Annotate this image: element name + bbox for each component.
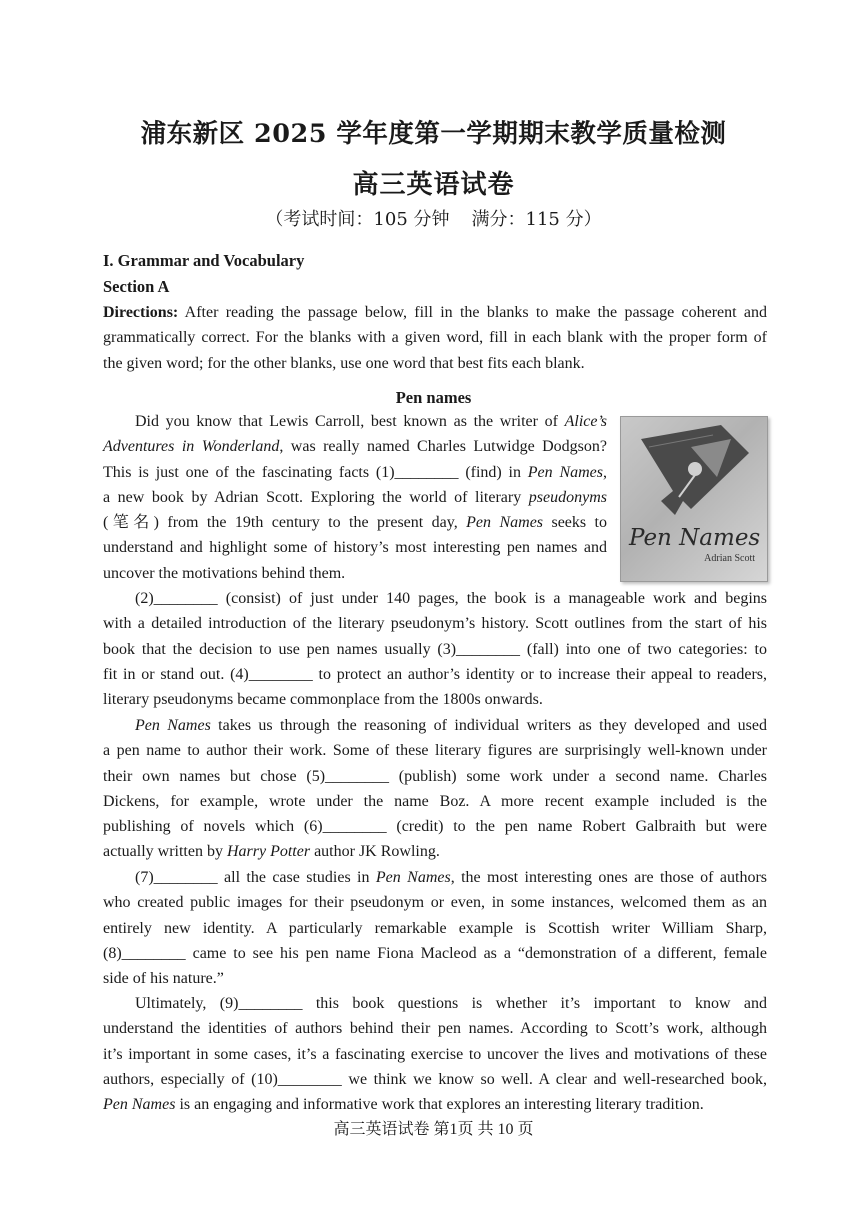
directions-line: grammatically correct. For the blanks with a given word, fill in each blank with the proper form of bbox=[103, 329, 767, 347]
book-cover-image bbox=[620, 416, 768, 582]
passage-line: it’s important in some cases, it’s a fascinating exercise to uncover the lives and motivations of these bbox=[103, 1045, 767, 1063]
passage-line: a new book by Adrian Scott. Exploring the world of literary pseudonyms bbox=[103, 488, 607, 506]
directions-line: After reading the passage below, fill in the blanks to make the passage coherent and bbox=[178, 304, 767, 321]
passage-line: a pen name to author their work. Some of these literary figures are surprisingly well-known under bbox=[103, 742, 767, 760]
directions bbox=[103, 300, 767, 376]
passage-paragraph bbox=[103, 586, 767, 712]
passage-line: Dickens, for example, wrote under the name Boz. A more recent example included is the bbox=[103, 792, 767, 810]
passage-line: (2)________ (consist) of just under 140 pages, the book is a manageable work and begins bbox=[135, 590, 767, 607]
cover-title: Pen Names bbox=[629, 525, 761, 551]
passage-line: fit in or stand out. (4)________ to protect an author’s identity or to increase their appeal to readers, bbox=[103, 665, 767, 683]
passage-line: Adventures in Wonderland, was really named Charles Lutwidge Dodgson? bbox=[103, 438, 607, 456]
passage-line: This is just one of the fascinating facts (1)________ (find) in Pen Names, bbox=[103, 463, 607, 481]
exam-subtitle: 高三英语试卷 bbox=[352, 170, 515, 200]
passage-line: (8)________ came to see his pen name Fiona Macleod as a “demonstration of a different, female bbox=[103, 944, 767, 962]
passage-line: authors, especially of (10)________ we think we know so well. A clear and well-researched book, bbox=[103, 1070, 767, 1088]
exam-time: （考试时间：105 分钟 bbox=[265, 209, 450, 230]
passage-line: publishing of novels which (6)________ (credit) to the pen name Robert Galbraith but were bbox=[103, 818, 767, 836]
passage-line: understand and highlight some of history’s most interesting pen names and bbox=[103, 539, 607, 557]
passage-line: Did you know that Lewis Carroll, best known as the writer of Alice’s bbox=[135, 413, 607, 430]
section-heading: Section A bbox=[103, 277, 170, 296]
part-heading: I. Grammar and Vocabulary bbox=[103, 251, 305, 270]
passage-line: uncover the motivations behind them. bbox=[103, 564, 346, 582]
passage-paragraph bbox=[103, 409, 607, 586]
full-score: 满分：115 分） bbox=[471, 209, 602, 230]
passage-line: Ultimately, (9)________ this book questions is whether it’s important to know and bbox=[135, 995, 767, 1012]
passage-line: with a detailed introduction of the literary pseudonym’s history. Scott outlines from the start of his bbox=[103, 615, 767, 633]
page-footer: 高三英语试卷 第1页 共 10 页 bbox=[333, 1121, 534, 1138]
passage-line: (笔名) from the 19th century to the present day, Pen Names seeks to bbox=[103, 514, 607, 532]
exam-title: 浦东新区 2025 学年度第一学期期末教学质量检测 bbox=[140, 119, 727, 149]
passage-paragraph bbox=[103, 865, 767, 991]
passage-line: entirely new identity. A particularly remarkable example is Scottish writer William Sharp, bbox=[103, 919, 767, 937]
passage-line: Pen Names takes us through the reasoning of individual writers as they developed and used bbox=[135, 717, 767, 734]
fountain-pen-nib-icon bbox=[621, 417, 767, 527]
passage-line: who created public images for their pseudonym or even, in some instances, welcomed them as an bbox=[103, 894, 767, 912]
passage-line: understand the identities of authors behind their pen names. According to Scott’s work, although bbox=[103, 1020, 767, 1038]
passage-line: actually written by Harry Potter author JK Rowling. bbox=[103, 843, 440, 861]
passage-title: Pen names bbox=[395, 388, 472, 407]
passage-line: Pen Names is an engaging and informative work that explores an interesting literary tradition. bbox=[103, 1096, 704, 1114]
directions-line: the given word; for the other blanks, use one word that best fits each blank. bbox=[103, 354, 585, 372]
exam-info bbox=[0, 205, 867, 231]
passage-line: side of his nature.” bbox=[103, 970, 224, 988]
passage-line: (7)________ all the case studies in Pen Names, the most interesting ones are those of authors bbox=[135, 869, 767, 886]
cover-author: Adrian Scott bbox=[704, 553, 755, 564]
passage-line: their own names but chose (5)________ (publish) some work under a second name. Charles bbox=[103, 767, 767, 785]
directions-label: Directions: bbox=[103, 304, 179, 321]
passage-paragraph bbox=[103, 713, 767, 865]
passage-line: literary pseudonyms became commonplace from the 1800s onwards. bbox=[103, 691, 543, 709]
passage-line: book that the decision to use pen names usually (3)________ (fall) into one of two categories: to bbox=[103, 640, 767, 658]
passage-paragraph bbox=[103, 991, 767, 1117]
